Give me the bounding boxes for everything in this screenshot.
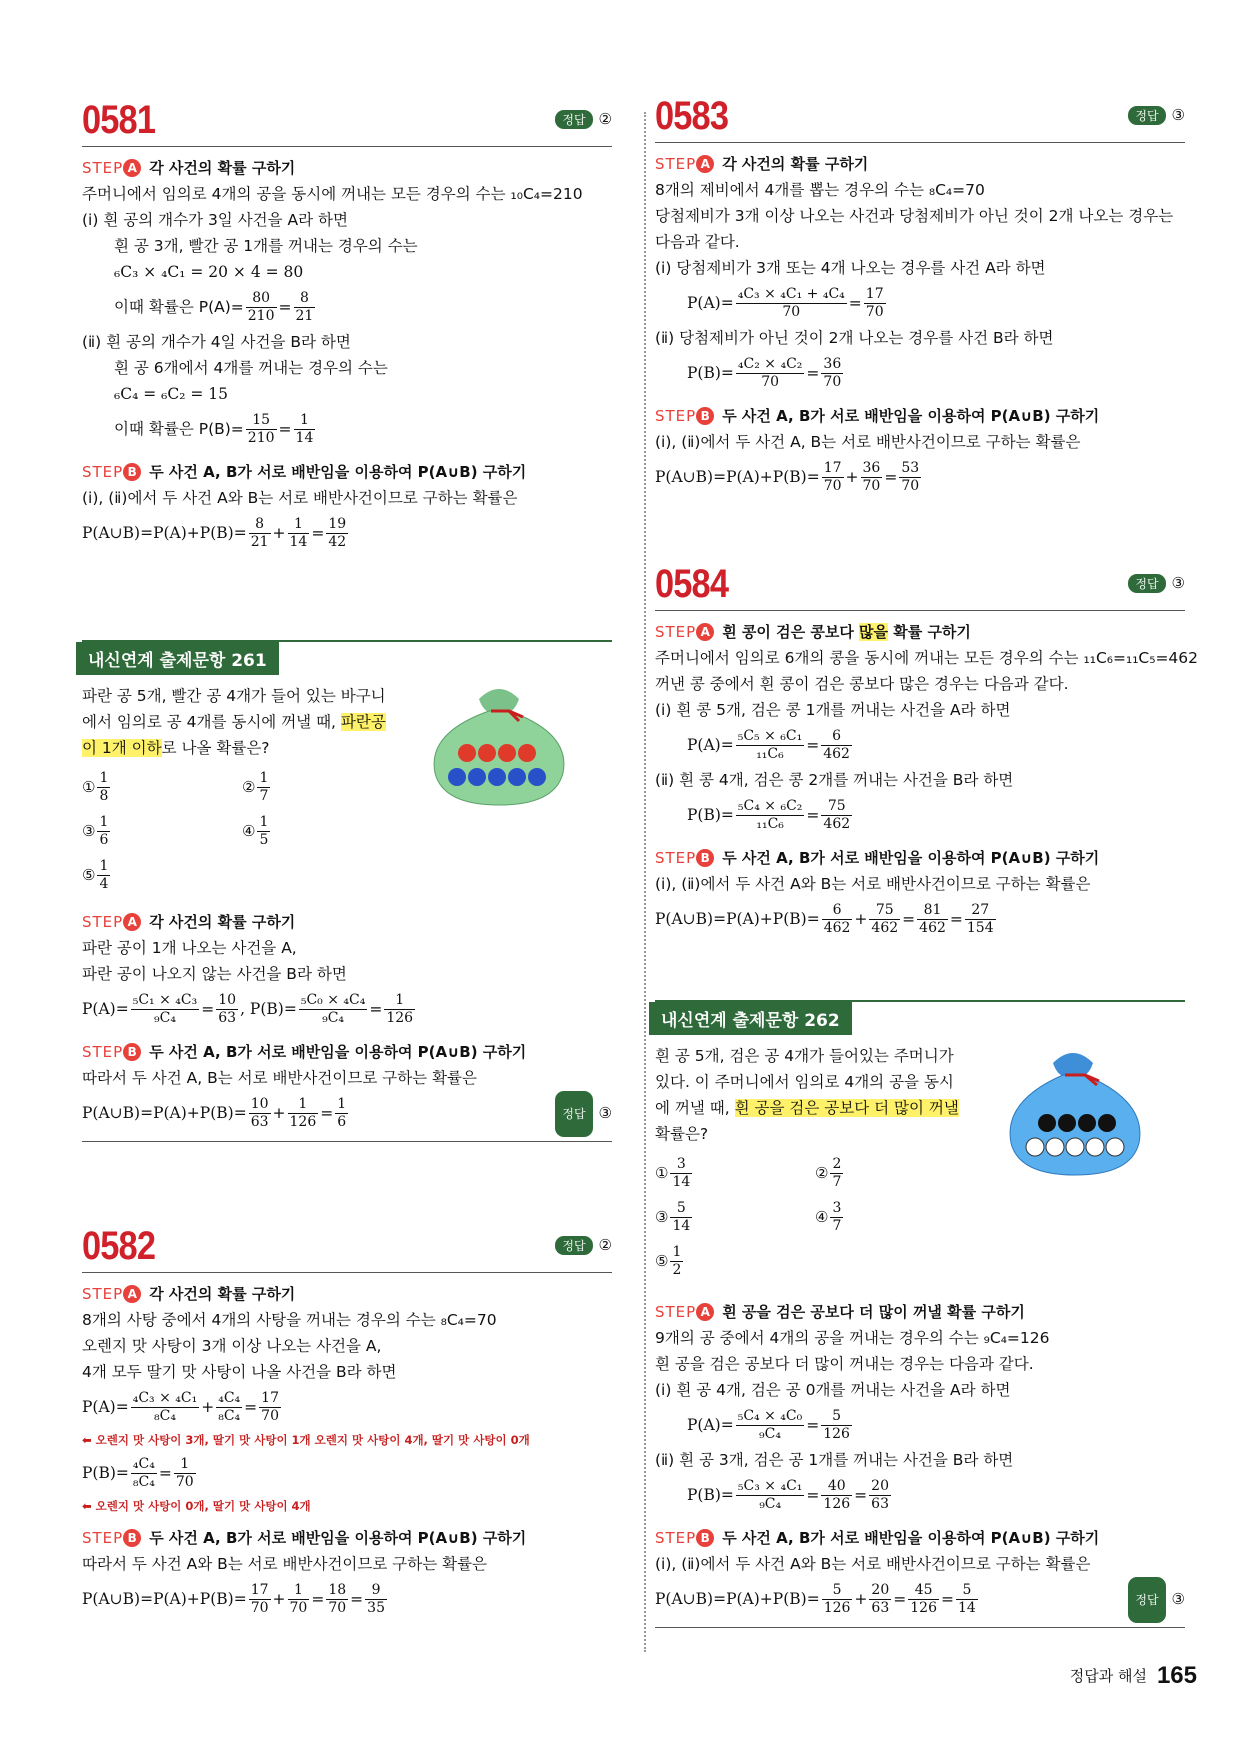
option-2[interactable]: ② $\frac{1}{7}$ xyxy=(242,770,269,804)
problem-0584 xyxy=(655,560,1199,941)
text-line: (ⅰ), (ⅱ)에서 두 사건 A와 B는 서로 배반사건이므로 구하는 확률은 xyxy=(655,1555,1091,1573)
question-line: 있다. 이 주머니에서 임의로 4개의 공을 동시 xyxy=(655,1073,954,1091)
problem-number: 0581 xyxy=(82,98,156,142)
text-line: (ⅰ) 흰 공의 개수가 3일 사건을 A라 하면 xyxy=(82,211,349,229)
annotation-note: ⬅ 오렌지 맛 사탕이 0개, 딸기 맛 사탕이 4개 xyxy=(82,1499,311,1513)
equation: P(A)= $\frac{\text{₅C₅ × ₆C₁}}{\text{₁₁C₆}}$ = $\frac{6}{462}$ xyxy=(687,728,850,762)
math-line: ₆C₃ × ₄C₁ = 20 × 4 = 80 xyxy=(114,263,304,281)
step-b: STEP B 두 사건 A, B가 서로 배반임을 이용하여 P(A∪B) 구하기 xyxy=(655,407,1100,425)
step-b: STEP B 두 사건 A, B가 서로 배반임을 이용하여 P(A∪B) 구하기 xyxy=(655,849,1100,867)
text-line: 꺼낸 콩 중에서 흰 콩이 검은 콩보다 많은 경우는 다음과 같다. xyxy=(655,675,1069,693)
text-line: (ⅰ) 흰 공 4개, 검은 공 0개를 꺼내는 사건을 A라 하면 xyxy=(655,1381,1011,1399)
answer-tag: 정답 ② xyxy=(555,1236,612,1255)
step-a: STEP A 흰 콩이 검은 콩보다 많을 확률 구하기 xyxy=(655,623,971,641)
step-b: STEP B 두 사건 A, B가 서로 배반임을 이용하여 P(A∪B) 구하기 xyxy=(655,1529,1100,1547)
text-line: 파란 공이 나오지 않는 사건을 B라 하면 xyxy=(82,965,347,983)
box-title: 내신연계 출제문항 261 xyxy=(76,642,279,675)
text-line: (ⅰ), (ⅱ)에서 두 사건 A와 B는 서로 배반사건이므로 구하는 확률은 xyxy=(82,489,518,507)
option-5[interactable]: ⑤ $\frac{1}{4}$ xyxy=(82,858,109,892)
header-rule xyxy=(82,1272,612,1273)
text-line: 다음과 같다. xyxy=(655,233,740,251)
step-a: STEP A 각 사건의 확률 구하기 xyxy=(82,1285,296,1303)
bag-illustration xyxy=(1005,1043,1145,1178)
option-5[interactable]: ⑤ $\frac{1}{2}$ xyxy=(655,1244,682,1278)
text-line: (ⅰ) 흰 콩 5개, 검은 콩 1개를 꺼내는 사건을 A라 하면 xyxy=(655,701,1011,719)
text-line: 오렌지 맛 사탕이 3개 이상 나오는 사건을 A, xyxy=(82,1337,382,1355)
text-line: (ⅰ), (ⅱ)에서 두 사건 A와 B는 서로 배반사건이므로 구하는 확률은 xyxy=(655,875,1091,893)
equation: 이때 확률은 P(A)= $\frac{80}{210}$ = $\frac{8}{21}$ xyxy=(114,290,314,324)
problem-number: 0582 xyxy=(82,1224,156,1268)
equation: P(A)= $\frac{\text{₄C₃ × ₄C₁ + ₄C₄}}{70}$ = $\frac{17}{70}$ xyxy=(687,286,884,320)
text-line: 흰 공 3개, 빨간 공 1개를 꺼내는 경우의 수는 xyxy=(114,237,418,255)
text-line: 흰 공을 검은 공보다 더 많이 꺼내는 경우는 다음과 같다. xyxy=(655,1355,1034,1373)
equation: P(A∪B)=P(A)+P(B)= $\frac{8}{21}$ + $\frac{1}{14}$ = $\frac{19}{42}$ xyxy=(82,516,347,550)
equation: P(A∪B)=P(A)+P(B)= $\frac{6}{462}$ + $\frac{75}{462}$ = $\frac{81}{462}$ = $\frac{27}{154}$ xyxy=(655,902,994,936)
problem-0583 xyxy=(655,92,1185,499)
column-divider xyxy=(644,112,646,1652)
box-end-rule xyxy=(82,1141,612,1142)
problem-number: 0583 xyxy=(655,94,729,138)
linked-problem-261 xyxy=(82,640,612,1142)
text-line: 주머니에서 임의로 4개의 공을 동시에 꺼내는 모든 경우의 수는 ₁₀C₄=210 xyxy=(82,185,583,203)
option-3[interactable]: ③ $\frac{5}{14}$ xyxy=(655,1200,691,1234)
step-b: STEP B 두 사건 A, B가 서로 배반임을 이용하여 P(A∪B) 구하기 xyxy=(82,463,527,481)
text-line: (ⅰ), (ⅱ)에서 두 사건 A, B는 서로 배반사건이므로 구하는 확률은 xyxy=(655,433,1081,451)
step-a: STEP A 각 사건의 확률 구하기 xyxy=(655,155,869,173)
text-line: 8개의 사탕 중에서 4개의 사탕을 꺼내는 경우의 수는 ₈C₄=70 xyxy=(82,1311,497,1329)
linked-problem-262 xyxy=(655,1000,1185,1628)
problem-0582 xyxy=(82,1222,612,1621)
box-end-rule xyxy=(655,1627,1185,1628)
equation: P(A)= $\frac{\text{₄C₃ × ₄C₁}}{\text{₈C₄}}$ + $\frac{\text{₄C₄}}{\text{₈C₄}}$ = $\frac{17}{70}$ xyxy=(82,1390,279,1424)
option-4[interactable]: ④ $\frac{3}{7}$ xyxy=(815,1200,842,1234)
equation: P(B)= $\frac{\text{₄C₄}}{\text{₈C₄}}$ = $\frac{1}{70}$ xyxy=(82,1456,194,1490)
step-b: STEP B 두 사건 A, B가 서로 배반임을 이용하여 P(A∪B) 구하기 xyxy=(82,1043,527,1061)
step-a: STEP A 흰 공을 검은 공보다 더 많이 꺼낼 확률 구하기 xyxy=(655,1303,1025,1321)
equation: P(A∪B)=P(A)+P(B)= $\frac{17}{70}$ + $\frac{1}{70}$ = $\frac{18}{70}$ = $\frac{9}{35}$ xyxy=(82,1582,385,1616)
equation: P(A∪B)=P(A)+P(B)= $\frac{10}{63}$ + $\frac{1}{126}$ = $\frac{1}{6}$ 정답 ③ xyxy=(82,1091,612,1135)
answer-tag: 정답 ③ xyxy=(1128,1577,1185,1623)
math-line: ₆C₄ = ₆C₂ = 15 xyxy=(114,385,228,403)
text-line: 9개의 공 중에서 4개의 공을 꺼내는 경우의 수는 ₉C₄=126 xyxy=(655,1329,1050,1347)
question-line: 파란 공 5개, 빨간 공 4개가 들어 있는 바구니 xyxy=(82,687,386,705)
question-line: 에서 임의로 공 4개를 동시에 꺼낼 때, 파란공 xyxy=(82,713,386,731)
text-line: (ⅱ) 당첨제비가 아닌 것이 2개 나오는 경우를 사건 B라 하면 xyxy=(655,329,1054,347)
step-a: STEP A 각 사건의 확률 구하기 xyxy=(82,913,296,931)
annotation-note: ⬅ 오렌지 맛 사탕이 3개, 딸기 맛 사탕이 1개 오렌지 맛 사탕이 4개, 딸기 맛 사탕이 0개 xyxy=(82,1433,530,1447)
option-1[interactable]: ① $\frac{3}{14}$ xyxy=(655,1156,691,1190)
page-number: 165 xyxy=(1156,1662,1197,1689)
footer-label: 정답과 해설 xyxy=(1069,1667,1147,1685)
question-line: 확률은? xyxy=(655,1125,709,1143)
text-line: (ⅱ) 흰 공 3개, 검은 공 1개를 꺼내는 사건을 B라 하면 xyxy=(655,1451,1014,1469)
equation: P(B)= $\frac{\text{₄C₂ × ₄C₂}}{70}$ = $\frac{36}{70}$ xyxy=(687,356,842,390)
problem-number: 0584 xyxy=(655,562,729,606)
text-line: 8개의 제비에서 4개를 뽑는 경우의 수는 ₈C₄=70 xyxy=(655,181,985,199)
text-line: 파란 공이 1개 나오는 사건을 A, xyxy=(82,939,297,957)
text-line: (ⅱ) 흰 콩 4개, 검은 콩 2개를 꺼내는 사건을 B라 하면 xyxy=(655,771,1014,789)
answer-tag: 정답 ③ xyxy=(1128,574,1185,593)
equation: P(A)= $\frac{\text{₅C₁ × ₄C₃}}{\text{₉C₄}}$ = $\frac{10}{63}$ , P(B)= $\frac{\text{₅C₀ × ₄C₄}}{\text{₉C₄}}$ = $\frac{1}{126}$ xyxy=(82,992,414,1026)
header-rule xyxy=(82,146,612,147)
equation: P(A∪B)=P(A)+P(B)= $\frac{5}{126}$ + $\frac{20}{63}$ = $\frac{45}{126}$ = $\frac{5}{14}$ 정답 ③ xyxy=(655,1577,1185,1621)
answer-tag: 정답 ② xyxy=(555,110,612,129)
header-rule xyxy=(655,610,1185,611)
option-2[interactable]: ② $\frac{2}{7}$ xyxy=(815,1156,842,1190)
question-line: 에 꺼낼 때, 흰 공을 검은 공보다 더 많이 꺼낼 xyxy=(655,1099,959,1117)
equation: P(B)= $\frac{\text{₅C₄ × ₆C₂}}{\text{₁₁C₆}}$ = $\frac{75}{462}$ xyxy=(687,798,851,832)
equation: P(B)= $\frac{\text{₅C₃ × ₄C₁}}{\text{₉C₄}}$ = $\frac{40}{126}$ = $\frac{20}{63}$ xyxy=(687,1478,889,1512)
answer-tag: 정답 ③ xyxy=(555,1091,612,1137)
page-footer xyxy=(1070,1662,1197,1690)
bag-illustration xyxy=(427,677,572,807)
answer-tag: 정답 ③ xyxy=(1128,106,1185,125)
question-line: 이 1개 이하로 나올 확률은? xyxy=(82,739,270,757)
equation: P(A)= $\frac{\text{₅C₄ × ₄C₀}}{\text{₉C₄}}$ = $\frac{5}{126}$ xyxy=(687,1408,850,1442)
text-line: 따라서 두 사건 A와 B는 서로 배반사건이므로 구하는 확률은 xyxy=(82,1555,488,1573)
option-3[interactable]: ③ $\frac{1}{6}$ xyxy=(82,814,109,848)
header-rule xyxy=(655,142,1185,143)
text-line: 4개 모두 딸기 맛 사탕이 나올 사건을 B라 하면 xyxy=(82,1363,397,1381)
text-line: 따라서 두 사건 A, B는 서로 배반사건이므로 구하는 확률은 xyxy=(82,1069,477,1087)
option-4[interactable]: ④ $\frac{1}{5}$ xyxy=(242,814,269,848)
text-line: 흰 공 6개에서 4개를 꺼내는 경우의 수는 xyxy=(114,359,388,377)
text-line: 주머니에서 임의로 6개의 콩을 동시에 꺼내는 모든 경우의 수는 ₁₁C₆=₁₁C₅=462 xyxy=(655,649,1199,667)
equation: P(A∪B)=P(A)+P(B)= $\frac{17}{70}$ + $\frac{36}{70}$ = $\frac{53}{70}$ xyxy=(655,460,920,494)
text-line: (ⅰ) 당첨제비가 3개 또는 4개 나오는 경우를 사건 A라 하면 xyxy=(655,259,1046,277)
step-a: STEP A 각 사건의 확률 구하기 xyxy=(82,159,296,177)
text-line: 당첨제비가 3개 이상 나오는 사건과 당첨제비가 아닌 것이 2개 나오는 경우는 xyxy=(655,207,1174,225)
option-1[interactable]: ① $\frac{1}{8}$ xyxy=(82,770,109,804)
question-line: 흰 공 5개, 검은 공 4개가 들어있는 주머니가 xyxy=(655,1047,954,1065)
text-line: (ⅱ) 흰 공의 개수가 4일 사건을 B라 하면 xyxy=(82,333,351,351)
box-title: 내신연계 출제문항 262 xyxy=(649,1002,852,1035)
equation: 이때 확률은 P(B)= $\frac{15}{210}$ = $\frac{1}{14}$ xyxy=(114,412,314,446)
step-b: STEP B 두 사건 A, B가 서로 배반임을 이용하여 P(A∪B) 구하기 xyxy=(82,1529,527,1547)
problem-0581 xyxy=(82,96,612,555)
